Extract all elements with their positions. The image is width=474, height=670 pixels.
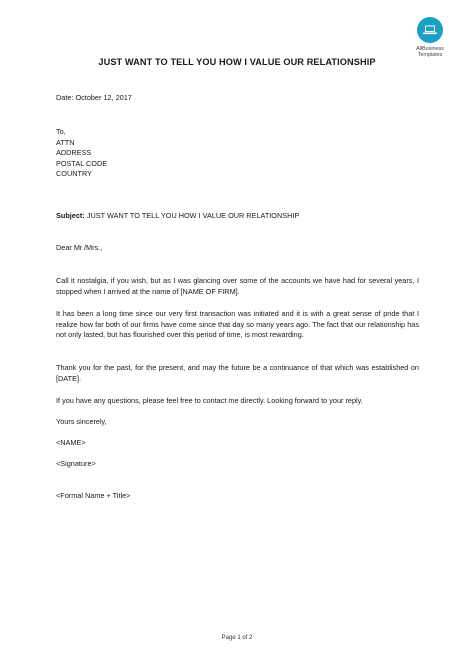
address-line: POSTAL CODE — [56, 158, 108, 168]
letter-title: JUST WANT TO TELL YOU HOW I VALUE OUR RELATIONSHIP — [98, 57, 376, 67]
signature-placeholder: <Signature> — [56, 459, 96, 468]
subject-text: JUST WANT TO TELL YOU HOW I VALUE OUR RELATIONSHIP — [84, 211, 300, 220]
body-paragraph-3: Thank you for the past, for the present, and may the future be a continuance of that which was established on [DATE]. — [56, 363, 419, 383]
closing: Yours sincerely, — [56, 417, 107, 426]
address-line: ATTN — [56, 137, 75, 147]
recipient-address — [56, 127, 107, 180]
sender-name: <NAME> — [56, 438, 86, 447]
address-line: To, — [56, 127, 66, 136]
greeting: Dear Mr./Mrs., — [56, 243, 103, 252]
address-line: COUNTRY — [56, 169, 92, 179]
body-paragraph-1: Call it nostalgia, if you wish, but as I was glancing over some of the accounts we have had for several years, I stopped when I arrived at the name of [NAME OF FIRM]. — [56, 276, 419, 296]
allbusiness-templates-logo — [405, 17, 455, 59]
page-number: Page 1 of 2 — [221, 635, 253, 641]
logo-text-line1: AllBusiness — [416, 46, 444, 52]
body-paragraph-2: It has been a long time since our very first transaction was initiated and it is with a great sense of pride that I realize how far both of our firms have come since that day so many years ago. The fact that our relationship has not only lasted, but has flourished over this period of time, is most rewarding. — [56, 309, 419, 340]
laptop-icon — [417, 17, 443, 43]
address-line: ADDRESS — [56, 148, 92, 158]
body-paragraph-4: If you have any questions, please feel free to contact me directly. Looking forward to your reply. — [56, 396, 363, 405]
subject-line — [56, 211, 299, 222]
subject-label: Subject: — [56, 211, 85, 220]
logo-text-line2: Templates — [417, 52, 443, 59]
letter-date: Date: October 12, 2017 — [56, 93, 132, 102]
formal-name-title: <Formal Name + Title> — [56, 491, 131, 500]
